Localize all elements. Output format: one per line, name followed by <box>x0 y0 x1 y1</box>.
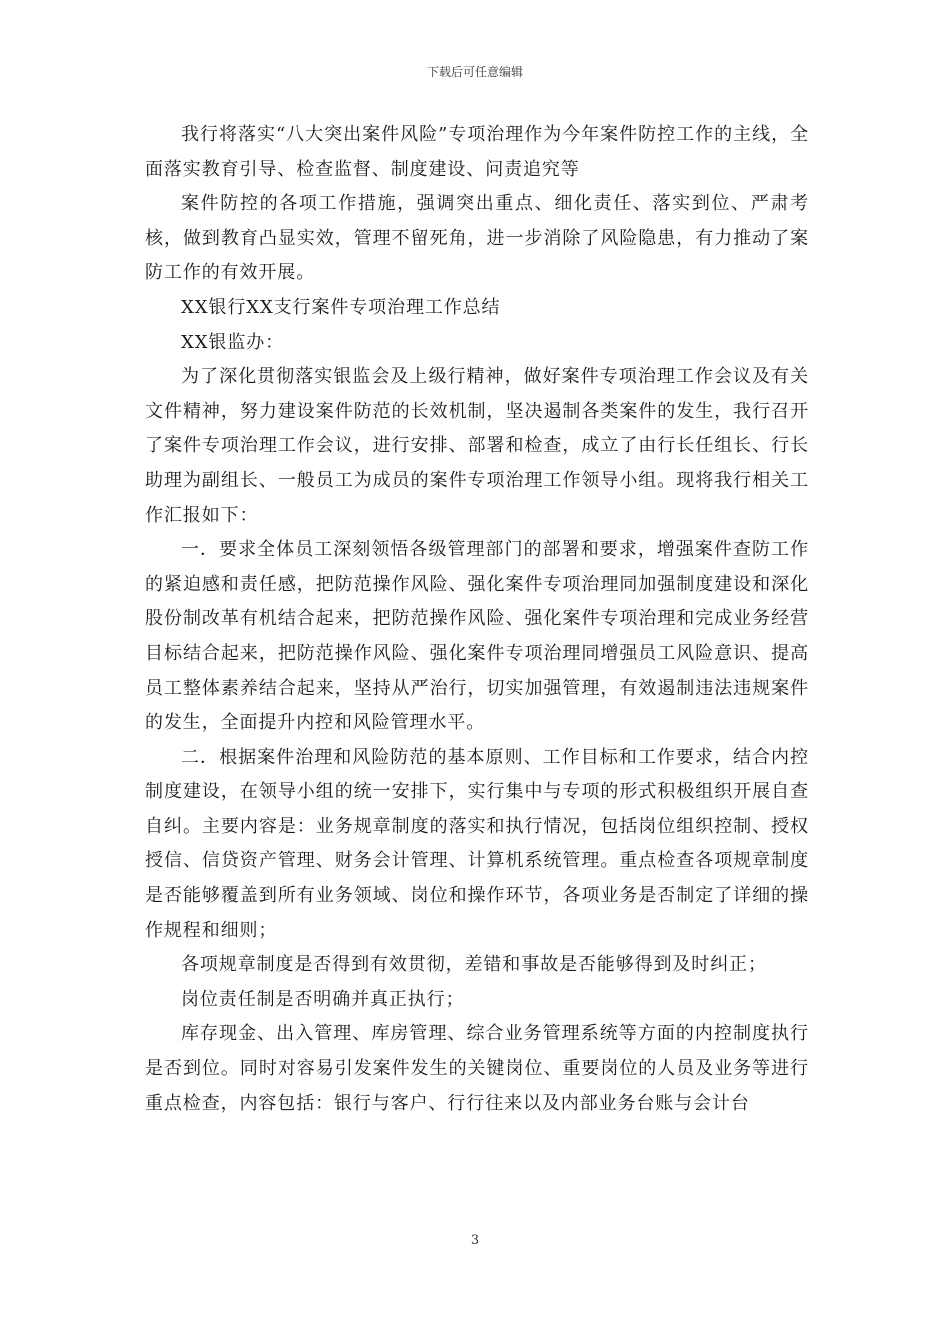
paragraph: 为了深化贯彻落实银监会及上级行精神，做好案件专项治理工作会议及有关文件精神，努力建设案件防范的长效机制，坚决遏制各类案件的发生，我行召开了案件专项治理工作会议，进行安排、部署和检查，成立了由行长任组长、行长助理为副组长、一般员工为成员的案件专项治理工作领导小组。现将我行相关工作汇报如下： <box>145 366 809 526</box>
document-body <box>145 118 809 1121</box>
page-header: 下载后可任意编辑 <box>426 65 523 79</box>
paragraph: 我行将落实“八大突出案件风险”专项治理作为今年案件防控工作的主线，全面落实教育引导、检查监督、制度建设、问责追究等 <box>145 124 809 180</box>
paragraph: XX银行XX支行案件专项治理工作总结 <box>181 296 501 318</box>
page-number: 3 <box>470 1233 480 1248</box>
paragraph: 库存现金、出入管理、库房管理、综合业务管理系统等方面的内控制度执行是否到位。同时对容易引发案件发生的关键岗位、重要岗位的人员及业务等进行重点检查，内容包括：银行与客户、行行往来以及内部业务台账与会计台 <box>145 1023 809 1114</box>
paragraph: 二．根据案件治理和风险防范的基本原则、工作目标和工作要求，结合内控制度建设，在领导小组的统一安排下，实行集中与专项的形式积极组织开展自查自纠。主要内容是：业务规章制度的落实和执行情况，包括岗位组织控制、授权授信、信贷资产管理、财务会计管理、计算机系统管理。重点检查各项规章制度是否能够覆盖到所有业务领域、岗位和操作环节，各项业务是否制定了详细的操作规程和细则； <box>145 746 809 941</box>
paragraph: 一．要求全体员工深刻领悟各级管理部门的部署和要求，增强案件查防工作的紧迫感和责任感，把防范操作风险、强化案件专项治理同加强制度建设和深化股份制改革有机结合起来，把防范操作风险、强化案件专项治理和完成业务经营目标结合起来，把防范操作风险、强化案件专项治理同增强员工风险意识、提高员工整体素养结合起来，坚持从严治行，切实加强管理，有效遏制违法违规案件的发生，全面提升内控和风险管理水平。 <box>145 539 809 734</box>
paragraph: 岗位责任制是否明确并真正执行； <box>181 988 465 1010</box>
paragraph: 各项规章制度是否得到有效贯彻，差错和事故是否能够得到及时纠正； <box>181 954 767 976</box>
paragraph: 案件防控的各项工作措施，强调突出重点、细化责任、落实到位、严肃考核，做到教育凸显实效，管理不留死角，进一步消除了风险隐患，有力推动了案防工作的有效开展。 <box>145 193 809 284</box>
paragraph: XX银监办： <box>181 331 285 353</box>
